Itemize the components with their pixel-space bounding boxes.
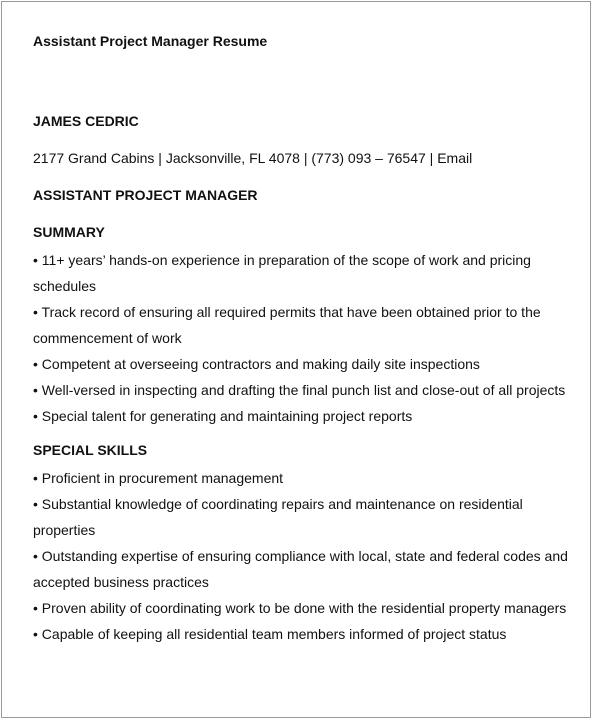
bullet-icon: •: [33, 356, 38, 372]
summary-heading: SUMMARY: [33, 224, 105, 240]
summary-item-text: Track record of ensuring all required permits that have been obtained prior to the commencement of work: [33, 304, 541, 346]
summary-list: [33, 247, 578, 429]
bullet-icon: •: [33, 548, 38, 564]
skills-item-text: Capable of keeping all residential team members informed of project status: [41, 626, 507, 642]
skills-item-text: Outstanding expertise of ensuring compliance with local, state and federal codes and accepted business practices: [33, 548, 568, 590]
skills-item-text: Proficient in procurement management: [41, 470, 284, 486]
skills-item: [33, 543, 578, 595]
summary-item-text: Competent at overseeing contractors and making daily site inspections: [41, 356, 480, 372]
skills-item: [33, 621, 578, 647]
skills-item-text: Proven ability of coordinating work to be done with the residential property managers: [41, 600, 567, 616]
job-title: ASSISTANT PROJECT MANAGER: [33, 187, 258, 203]
resume-document: [33, 30, 578, 647]
bullet-icon: •: [33, 408, 38, 424]
bullet-icon: •: [33, 496, 38, 512]
bullet-icon: •: [33, 600, 38, 616]
summary-item: [33, 247, 578, 299]
skills-item-text: Substantial knowledge of coordinating repairs and maintenance on residential properties: [33, 496, 523, 538]
summary-item-text: Well-versed in inspecting and drafting the final punch list and close-out of all projects: [41, 382, 566, 398]
summary-item: [33, 377, 578, 403]
bullet-icon: •: [33, 382, 38, 398]
bullet-icon: •: [33, 626, 38, 642]
summary-item: [33, 299, 578, 351]
bullet-icon: •: [33, 470, 38, 486]
candidate-name: JAMES CEDRIC: [33, 113, 139, 129]
summary-item: [33, 351, 578, 377]
skills-item: [33, 465, 578, 491]
bullet-icon: •: [33, 304, 38, 320]
skills-list: [33, 465, 578, 647]
summary-item-text: Special talent for generating and maintaining project reports: [41, 408, 413, 424]
bullet-icon: •: [33, 252, 38, 268]
contact-line: 2177 Grand Cabins | Jacksonville, FL 4078 | (773) 093 – 76547 | Email: [33, 150, 473, 166]
skills-item: [33, 595, 578, 621]
skills-heading: SPECIAL SKILLS: [33, 442, 148, 458]
summary-item-text: 11+ years’ hands-on experience in preparation of the scope of work and pricing schedules: [33, 252, 531, 294]
document-title: Assistant Project Manager Resume: [33, 33, 268, 49]
summary-item: [33, 403, 578, 429]
skills-item: [33, 491, 578, 543]
